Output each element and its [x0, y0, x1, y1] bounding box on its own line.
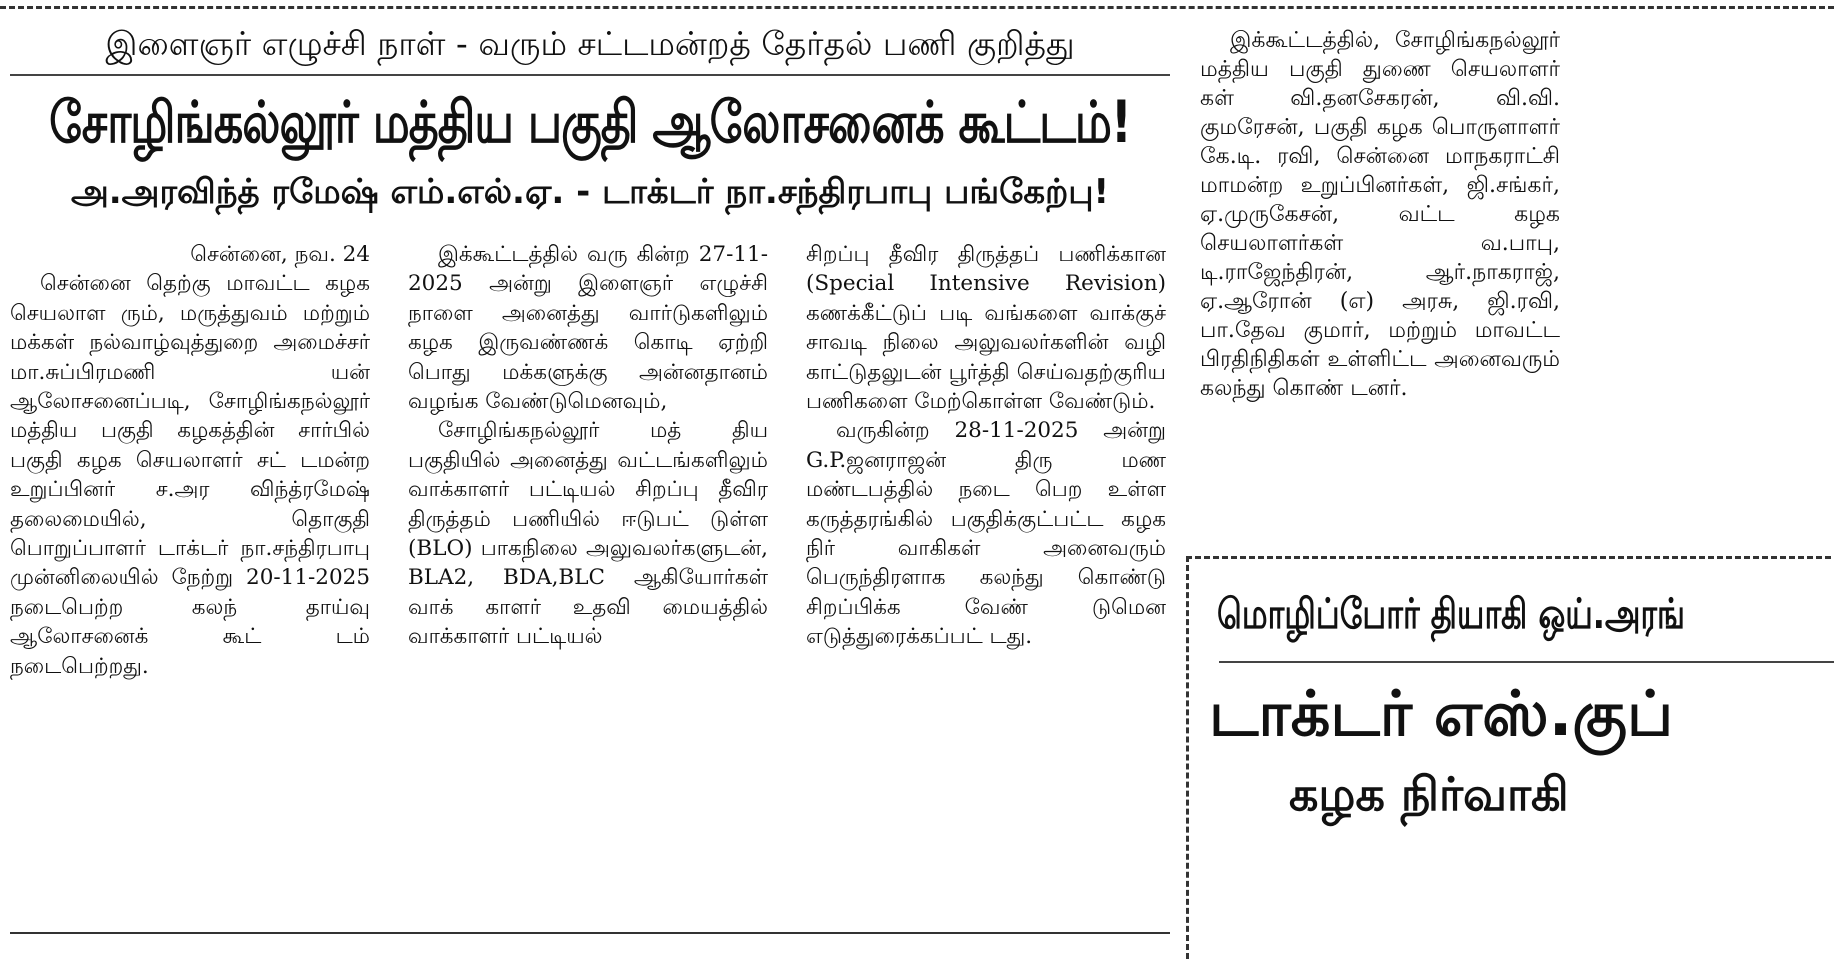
box-divider: [1219, 661, 1834, 663]
article-columns: [10, 240, 1170, 940]
column-1: [10, 240, 370, 681]
column-3-paragraph-2: வருகின்ற 28-11-2025 அன்று G.P.ஜனராஜன் திரு மண மண்டபத்தில் நடை பெற உள்ள கருத்தரங்கில் பகுதிக்குட்பட்ட கழக நிர் வாகிகள் அனைவரும் பெருந்திரளாக கலந்து கொண்டு சிறப்பிக்க வேண் டுமென எடுத்துரைக்கப்பட் டது.: [806, 418, 1166, 650]
article-kicker: இளைஞர் எழுச்சி நாள் - வரும் சட்டமன்றத் தேர்தல் பணி குறித்து: [105, 24, 1075, 63]
article-subheadline: அ.அரவிந்த் ரமேஷ் எம்.எல்.ஏ. - டாக்டர் நா.சந்திரபாபு பங்கேற்பு!: [70, 172, 1110, 212]
column-2-paragraph-1: இக்கூட்டத்தில் வரு கின்ற 27-11-2025 அன்று இளைஞர் எழுச்சி நாளை அனைத்து வார்டுகளிலும் கழக இருவண்ணக் கொடி ஏற்றி பொது மக்களுக்கு அன்னதானம் வழங்க வேண்டுமெனவும்,: [408, 242, 768, 415]
box-kicker: மொழிப்போர் தியாகி ஒய்.அரங்: [1217, 589, 1686, 639]
column-3-paragraph-1: சிறப்பு தீவிர திருத்தப் பணிக்கான (Special Intensive Revision) கணக்கீட்டுப் படி வங்களை வாக்குச் சாவடி நிலை அலுவலர்களின் வழி காட்டுதலுடன் பூர்த்தி செய்வதற்குரிய பணிகளை மேற்கொள்ள வேண்டும்.: [806, 242, 1166, 415]
column-1-text: சென்னை தெற்கு மாவட்ட கழக செயலாள ரும், மருத்துவம் மற்றும் மக்கள் நல்வாழ்வுத்துறை அமைச்சர் மா.சுப்பிரமணி யன் ஆலோசனைப்படி, சோழிங்கநல்லூர் மத்திய பகுதி கழகத்தின் சார்பில் பகுதி கழக செயலாளர் சட் டமன்ற உறுப்பினர் ச.அர விந்த்ரமேஷ் தலைமையில், தொகுதி பொறுப்பாளர் டாக்டர் நா.சந்திரபாபு முன்னிலையில் நேற்று 20-11-2025 நடைபெற்ற கலந் தாய்வு ஆலோசனைக் கூட் டம் நடைபெற்றது.: [10, 271, 370, 679]
box-subheadline: கழக நிர்வாகி: [1289, 767, 1569, 821]
side-column: [1200, 26, 1834, 403]
column-2-paragraph-2: சோழிங்கநல்லூர் மத் திய பகுதியில் அனைத்து வட்டங்களிலும் வாக்காளர் பட்டியல் சிறப்பு தீவிர திருத்தம் பணியில் ஈடுபட் டுள்ள (BLO) பாகநிலை அலுவலர்களுடன், BLA2, BDA,BLC ஆகியோர்கள் வாக் காளர் உதவி மையத்தில் வாக்காளர் பட்டியல்: [408, 418, 768, 650]
column-4-text: இக்கூட்டத்தில், சோழிங்கநல்லூர் மத்திய பகுதி துணை செயலாளர் கள் வி.தனசேகரன், வி.வி. குமரேசன், பகுதி கழக பொருளாளர் கே.டி. ரவி, சென்னை மாநகராட்சி மாமன்ற உறுப்பினர்கள், ஜி.சங்கர், ஏ.முருகேசன், வட்ட கழக செயலாளர்கள் வ.பாபு, டி.ராஜேந்திரன், ஆர்.நாகராஜ், ஏ.ஆரோன் (எ) அரசு, ஜி.ரவி, பா.தேவ குமார், மற்றும் மாவட்ட பிரதிநிதிகள் உள்ளிட்ட அனைவரும் கலந்து கொண் டனர்.: [1200, 28, 1560, 401]
top-dashed-border: [0, 6, 1834, 9]
dateline: சென்னை, நவ. 24: [190, 242, 370, 267]
adjacent-article-box: [1186, 556, 1834, 959]
box-headline: டாக்டர் எஸ்.குப்: [1209, 677, 1674, 750]
article-bottom-rule: [10, 932, 1170, 934]
column-2: [408, 240, 768, 652]
column-3: [806, 240, 1166, 652]
article: [10, 14, 1170, 944]
article-headline: சோழிங்கல்லூர் மத்திய பகுதி ஆலோசனைக் கூட்டம்!: [49, 88, 1131, 156]
